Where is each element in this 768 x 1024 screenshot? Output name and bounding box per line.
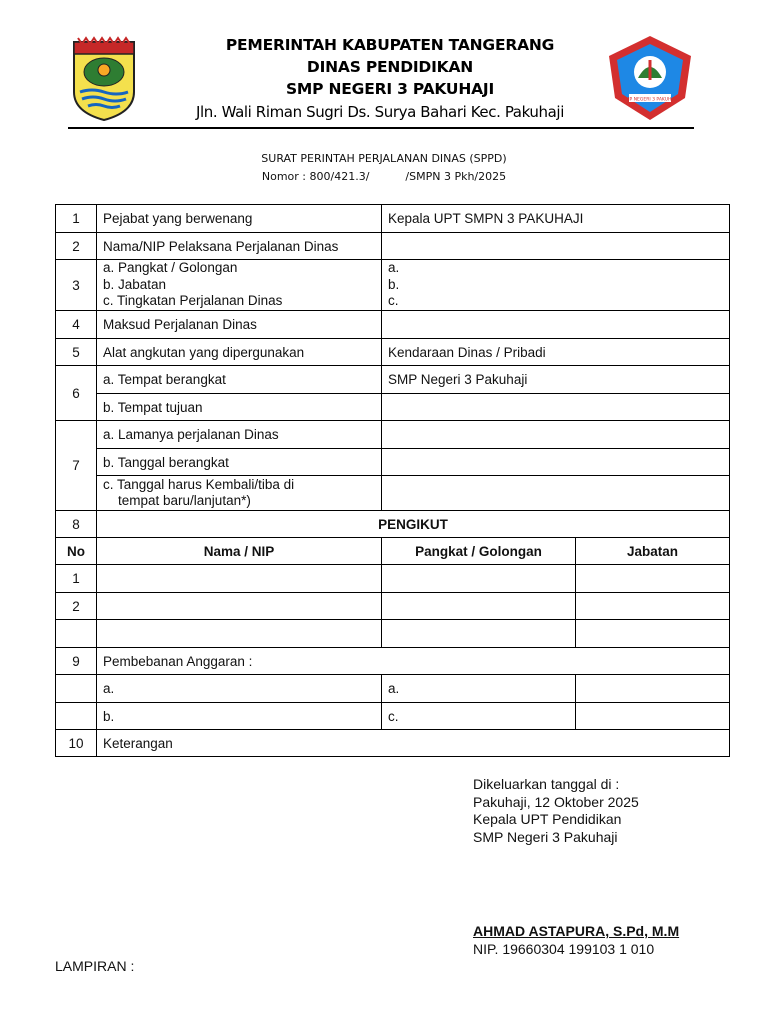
- issued-label: Dikeluarkan tanggal di :: [473, 776, 620, 792]
- row-label-c2: tempat baru/lanjutan*): [118, 493, 251, 508]
- row-label-multi: [97, 476, 382, 511]
- letterhead-divider: [68, 127, 694, 129]
- pengikut-pangkat: [382, 565, 576, 593]
- pengikut-jabatan: [576, 593, 730, 620]
- row-number: 4: [56, 311, 97, 339]
- row-number: [56, 675, 97, 703]
- row-label-c1: c. Tanggal harus Kembali/tiba di: [103, 476, 295, 492]
- pengikut-number: [56, 620, 97, 648]
- row-value: [382, 233, 730, 260]
- row-label: b. Tempat tujuan: [97, 394, 382, 421]
- document-number: [0, 170, 768, 183]
- pengikut-pangkat: [382, 620, 576, 648]
- pengikut-number: 2: [56, 593, 97, 620]
- table-row: [56, 648, 730, 675]
- lampiran-label: LAMPIRAN :: [55, 958, 135, 974]
- anggaran-b-right: [576, 703, 730, 730]
- table-row: [56, 511, 730, 538]
- column-header-no: No: [56, 538, 97, 565]
- table-row: [56, 675, 730, 703]
- row-label: b. Tanggal berangkat: [97, 449, 382, 476]
- letterhead-government: PEMERINTAH KABUPATEN TANGERANG: [225, 36, 555, 54]
- row-value-a: a.: [388, 260, 400, 276]
- letterhead-school: SMP NEGERI 3 PAKUHAJI: [285, 80, 495, 98]
- table-row: [56, 233, 730, 260]
- row-value: [382, 421, 730, 449]
- table-row: [56, 421, 730, 449]
- row-value: Kendaraan Dinas / Pribadi: [382, 339, 730, 366]
- letterhead: [150, 34, 630, 124]
- row-label-multi: [97, 260, 382, 311]
- table-row: [56, 565, 730, 593]
- table-row: [56, 205, 730, 233]
- row-number: 7: [56, 421, 97, 511]
- document-title: SURAT PERINTAH PERJALANAN DINAS (SPPD): [261, 152, 507, 165]
- row-label: Alat angkutan yang dipergunakan: [97, 339, 382, 366]
- column-header-nama: Nama / NIP: [97, 538, 382, 565]
- pengikut-nama: [97, 593, 382, 620]
- row-label-c: c. Tingkatan Perjalanan Dinas: [103, 293, 283, 309]
- table-row: [56, 311, 730, 339]
- kabupaten-tangerang-emblem-icon: [68, 36, 140, 122]
- row-value: [382, 394, 730, 421]
- table-row: [56, 366, 730, 394]
- pengikut-number: 1: [56, 565, 97, 593]
- row-value: [382, 476, 730, 511]
- row-label: Maksud Perjalanan Dinas: [97, 311, 382, 339]
- signer-nip: NIP. 19660304 199103 1 010: [473, 941, 655, 957]
- row-label: a. Lamanya perjalanan Dinas: [97, 421, 382, 449]
- row-value-b: b.: [388, 276, 400, 292]
- table-row: [56, 730, 730, 757]
- row-number: 2: [56, 233, 97, 260]
- anggaran-a-mid: a.: [382, 675, 576, 703]
- document-number-prefix: Nomor : 800/421.3/: [261, 170, 370, 183]
- row-label-a: a. Pangkat / Golongan: [103, 260, 238, 276]
- anggaran-b-left: b.: [97, 703, 382, 730]
- row-label: Pembebanan Anggaran :: [97, 648, 730, 675]
- signer-school: SMP Negeri 3 Pakuhaji: [473, 828, 618, 845]
- pengikut-nama: [97, 565, 382, 593]
- pengikut-heading: PENGIKUT: [97, 511, 730, 538]
- table-row: [56, 593, 730, 620]
- row-number: 6: [56, 366, 97, 421]
- anggaran-a-right: [576, 675, 730, 703]
- row-label: a. Tempat berangkat: [97, 366, 382, 394]
- pengikut-jabatan: [576, 620, 730, 648]
- row-value-multi: [382, 260, 730, 311]
- row-label: Pejabat yang berwenang: [97, 205, 382, 233]
- place-date: Pakuhaji, 12 Oktober 2025: [473, 793, 639, 810]
- letterhead-department: DINAS PENDIDIKAN: [306, 58, 474, 76]
- pengikut-nama: [97, 620, 382, 648]
- row-number: 5: [56, 339, 97, 366]
- row-value: SMP Negeri 3 Pakuhaji: [382, 366, 730, 394]
- table-row: [56, 394, 730, 421]
- signature-block: [473, 776, 639, 846]
- row-label: Nama/NIP Pelaksana Perjalanan Dinas: [97, 233, 382, 260]
- column-header-jabatan: Jabatan: [576, 538, 730, 565]
- row-number: 3: [56, 260, 97, 311]
- row-value: [382, 311, 730, 339]
- anggaran-a-left: a.: [97, 675, 382, 703]
- school-emblem-icon: [607, 34, 693, 122]
- sppd-table: [55, 204, 730, 757]
- row-number: 1: [56, 205, 97, 233]
- row-label: Keterangan: [97, 730, 730, 757]
- pengikut-pangkat: [382, 593, 576, 620]
- document-number-suffix: /SMPN 3 Pkh/2025: [405, 170, 507, 183]
- row-value: [382, 449, 730, 476]
- row-number: 8: [56, 511, 97, 538]
- table-row: [56, 339, 730, 366]
- row-number: 10: [56, 730, 97, 757]
- row-number: [56, 703, 97, 730]
- table-row: [56, 260, 730, 311]
- signer-position: Kepala UPT Pendidikan: [473, 811, 622, 827]
- letterhead-address: Jln. Wali Riman Sugri Ds. Surya Bahari Kec. Pakuhaji: [196, 103, 564, 121]
- table-row: [56, 449, 730, 476]
- column-header-pangkat: Pangkat / Golongan: [382, 538, 576, 565]
- table-row: [56, 620, 730, 648]
- anggaran-b-mid: c.: [382, 703, 576, 730]
- row-number: 9: [56, 648, 97, 675]
- table-row: [56, 476, 730, 511]
- table-row: [56, 703, 730, 730]
- signer-block: [473, 922, 679, 958]
- pengikut-header-row: [56, 538, 730, 565]
- school-emblem-text: SMP NEGERI 3 PAKUHAJI: [622, 97, 678, 103]
- signer-name: AHMAD ASTAPURA, S.Pd, M.M: [473, 923, 680, 939]
- row-value-c: c.: [388, 293, 399, 309]
- row-label-b: b. Jabatan: [103, 276, 167, 292]
- row-value: Kepala UPT SMPN 3 PAKUHAJI: [382, 205, 730, 233]
- pengikut-jabatan: [576, 565, 730, 593]
